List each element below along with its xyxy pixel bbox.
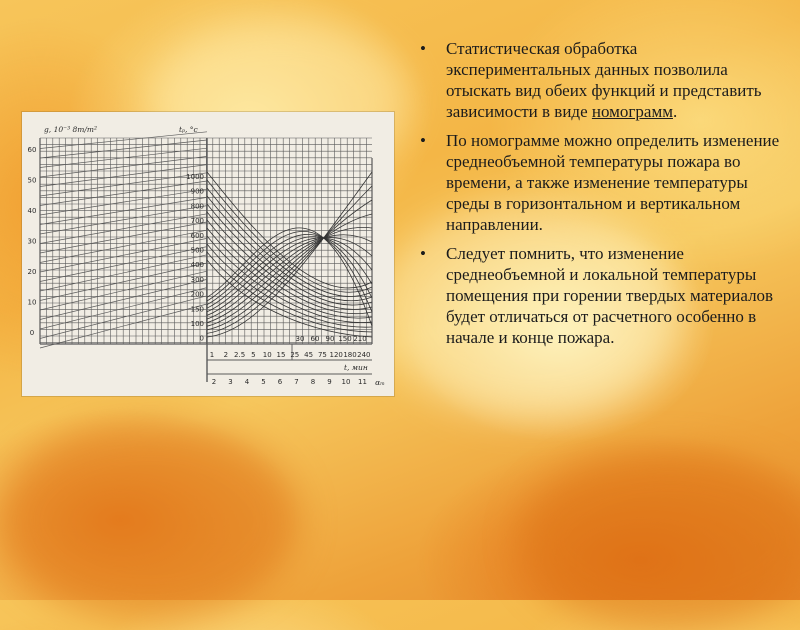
middle-tick-label: 500 — [190, 246, 204, 255]
time-lower-tick-label: 1 — [209, 351, 215, 359]
nomogram-svg — [22, 112, 394, 396]
time-lower-tick-label: 2 — [223, 351, 229, 359]
flame-glow — [0, 420, 300, 620]
time-upper-tick-label: 150 — [338, 335, 352, 343]
time-upper-tick-label: 60 — [310, 335, 320, 343]
left-family-line — [40, 296, 207, 339]
bullet-text: Статистическая обработка экспериментальных данных позволила отыскать вид обеих функций и представить зависимости в виде — [446, 39, 762, 121]
left-tick-label: 40 — [27, 207, 37, 215]
left-tick-label: 20 — [27, 268, 37, 276]
alpha-tick-label: 4 — [244, 378, 250, 386]
left-family-line — [40, 304, 207, 348]
alpha-tick-label: 9 — [327, 378, 332, 386]
left-tick-label: 30 — [27, 237, 37, 246]
left-family-line — [40, 156, 207, 177]
bullet-dot: • — [420, 39, 426, 58]
alpha-axis-title: αₘ — [375, 378, 385, 387]
left-tick-label: 0 — [29, 329, 35, 337]
left-family-line — [40, 230, 207, 262]
middle-tick-label: 150 — [190, 305, 204, 314]
alpha-tick-label: 2 — [211, 378, 217, 386]
bullet-item — [420, 130, 780, 235]
middle-tick-label: 100 — [190, 320, 204, 328]
alpha-tick-label: 3 — [228, 378, 233, 386]
time-lower-tick-label: 120 — [329, 351, 343, 359]
bullet-text: Следует помнить, что изменение среднеобъемной и локальной температуры помещения при горении твердых материалов будет отличаться от расчетного особенно в начале и конце пожара. — [446, 244, 774, 347]
left-family-line — [40, 132, 207, 149]
bullet-item — [420, 243, 780, 348]
left-family-line — [40, 140, 207, 158]
left-family-line — [40, 165, 207, 187]
middle-tick-label: 400 — [190, 261, 204, 270]
bullet-dot: • — [420, 131, 426, 150]
left-family-line — [40, 206, 207, 234]
bullet-item — [420, 38, 780, 122]
time-lower-tick-label: 2.5 — [234, 351, 246, 359]
alpha-tick-label: 5 — [261, 378, 266, 386]
middle-tick-label: 800 — [190, 202, 204, 211]
alpha-tick-label: 11 — [358, 378, 367, 386]
left-tick-label: 50 — [27, 176, 37, 185]
alpha-tick-label: 10 — [341, 378, 351, 386]
time-lower-tick-label: 15 — [276, 351, 286, 359]
time-lower-tick-label: 180 — [343, 351, 357, 359]
time-lower-tick-label: 5 — [251, 351, 256, 359]
middle-tick-label: 0 — [199, 334, 204, 343]
time-axis-title: t, мин — [344, 363, 368, 372]
middle-tick-label: 900 — [190, 187, 204, 196]
alpha-tick-label: 8 — [310, 378, 316, 386]
bullet-text-end: . — [672, 102, 678, 121]
left-family-line — [40, 263, 207, 301]
bullet-list — [420, 38, 780, 356]
time-lower-tick-label: 240 — [357, 351, 371, 359]
nomogram-link[interactable]: номограмм — [591, 102, 673, 121]
time-upper-tick-label: 90 — [325, 335, 335, 343]
time-lower-tick-label: 75 — [317, 351, 327, 359]
middle-tick-label: 1000 — [186, 173, 204, 181]
middle-tick-label: 700 — [190, 217, 204, 226]
time-upper-tick-label: 210 — [353, 335, 367, 343]
middle-tick-label: 300 — [190, 275, 204, 284]
time-upper-tick-label: 30 — [295, 335, 305, 343]
alpha-tick-label: 7 — [294, 378, 299, 386]
middle-axis-title: tₚ, °c — [179, 125, 198, 134]
middle-tick-label: 600 — [190, 231, 204, 240]
flame-glow — [520, 450, 800, 630]
left-family-line — [40, 214, 207, 244]
left-family-line — [40, 222, 207, 253]
left-family-line — [40, 247, 207, 282]
time-lower-tick-label: 10 — [262, 351, 272, 359]
time-lower-tick-label: 45 — [304, 351, 314, 359]
alpha-tick-label: 6 — [277, 378, 283, 386]
nomogram-grid — [40, 138, 372, 382]
left-axis-title: g, 10⁻³ 8m/m² — [44, 125, 97, 134]
left-family-line — [40, 271, 207, 310]
nomogram-image — [22, 112, 394, 396]
left-tick-label: 60 — [27, 146, 37, 154]
bullet-dot: • — [420, 244, 426, 263]
middle-tick-label: 200 — [190, 290, 204, 299]
bullet-text: По номограмме можно определить изменение среднеобъемной температуры пожара во времени, а также изменение температуры среды в горизонтальном и вертикальном направлении. — [446, 131, 780, 234]
left-tick-label: 10 — [27, 298, 37, 307]
time-lower-tick-label: 25 — [290, 351, 300, 359]
